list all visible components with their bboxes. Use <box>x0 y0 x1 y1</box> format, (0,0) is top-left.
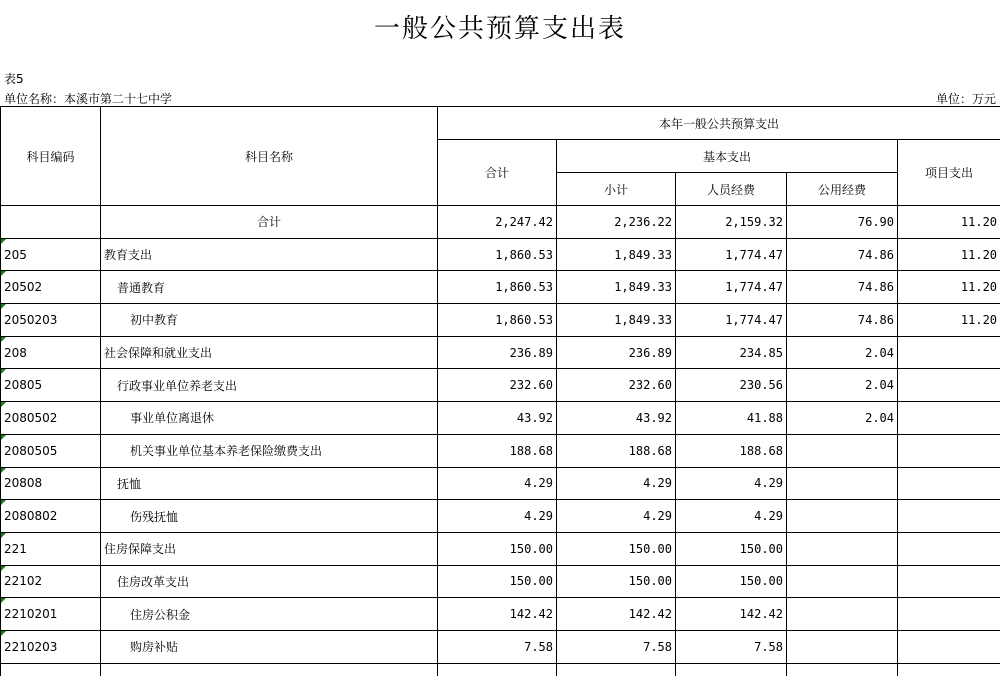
table-row <box>1 467 1000 500</box>
cell-subtotal: 4.29 <box>557 467 676 500</box>
cell-name: 伤残抚恤 <box>101 500 438 533</box>
table-row <box>1 271 1000 304</box>
budget-expenditure-table <box>0 106 1000 676</box>
table-row <box>1 336 1000 369</box>
cell-total: 142.42 <box>438 598 557 631</box>
cell-public: 2.04 <box>787 402 898 435</box>
cell-subtotal: 4.29 <box>557 500 676 533</box>
cell-empty <box>787 663 898 676</box>
cell-code: 20808 <box>1 467 101 500</box>
cell-subtotal: 1,849.33 <box>557 271 676 304</box>
cell-project <box>898 630 1000 663</box>
cell-subtotal: 150.00 <box>557 565 676 598</box>
cell-public: 74.86 <box>787 238 898 271</box>
cell-project <box>898 565 1000 598</box>
cell-code: 221 <box>1 532 101 565</box>
cell-public <box>787 565 898 598</box>
table-row-partial <box>1 663 1000 676</box>
cell-public <box>787 467 898 500</box>
cell-personnel: 2,159.32 <box>676 206 787 239</box>
table-row <box>1 532 1000 565</box>
cell-code <box>1 206 101 239</box>
cell-personnel: 230.56 <box>676 369 787 402</box>
cell-public: 74.86 <box>787 304 898 337</box>
cell-name: 事业单位离退休 <box>101 402 438 435</box>
cell-total: 43.92 <box>438 402 557 435</box>
table-row <box>1 434 1000 467</box>
header-budget-group: 本年一般公共预算支出 <box>438 107 1000 140</box>
cell-project <box>898 369 1000 402</box>
table-number-label: 表5 <box>4 72 24 86</box>
cell-public <box>787 434 898 467</box>
unit-name-label: 单位名称：本溪市第二十七中学 <box>4 92 173 106</box>
cell-personnel: 234.85 <box>676 336 787 369</box>
cell-name: 抚恤 <box>101 467 438 500</box>
cell-total: 150.00 <box>438 565 557 598</box>
cell-project <box>898 336 1000 369</box>
table-row <box>1 304 1000 337</box>
cell-code: 22102 <box>1 565 101 598</box>
cell-empty <box>898 663 1000 676</box>
cell-personnel: 142.42 <box>676 598 787 631</box>
cell-project <box>898 598 1000 631</box>
cell-empty <box>1 663 101 676</box>
cell-project: 11.20 <box>898 206 1000 239</box>
cell-code: 208 <box>1 336 101 369</box>
cell-total: 4.29 <box>438 500 557 533</box>
cell-code: 2210203 <box>1 630 101 663</box>
cell-public: 74.86 <box>787 271 898 304</box>
cell-public <box>787 500 898 533</box>
cell-public <box>787 598 898 631</box>
cell-name: 行政事业单位养老支出 <box>101 369 438 402</box>
cell-project <box>898 500 1000 533</box>
table-row <box>1 402 1000 435</box>
cell-total: 188.68 <box>438 434 557 467</box>
table-row <box>1 238 1000 271</box>
cell-public <box>787 532 898 565</box>
header-total: 合计 <box>438 140 557 206</box>
cell-personnel: 188.68 <box>676 434 787 467</box>
cell-project <box>898 434 1000 467</box>
currency-unit-label: 单位：万元 <box>935 92 996 106</box>
header-code: 科目编码 <box>1 107 101 206</box>
cell-personnel: 150.00 <box>676 565 787 598</box>
cell-personnel: 4.29 <box>676 500 787 533</box>
cell-name: 购房补贴 <box>101 630 438 663</box>
cell-project <box>898 467 1000 500</box>
header-public: 公用经费 <box>787 173 898 206</box>
header-basic: 基本支出 <box>557 140 898 173</box>
cell-code: 20805 <box>1 369 101 402</box>
cell-subtotal: 1,849.33 <box>557 238 676 271</box>
cell-empty <box>438 663 557 676</box>
table-row <box>1 369 1000 402</box>
cell-project: 11.20 <box>898 238 1000 271</box>
cell-public: 2.04 <box>787 369 898 402</box>
cell-name: 住房改革支出 <box>101 565 438 598</box>
table-row <box>1 206 1000 239</box>
cell-total: 1,860.53 <box>438 271 557 304</box>
cell-subtotal: 232.60 <box>557 369 676 402</box>
cell-total: 7.58 <box>438 630 557 663</box>
cell-code: 2210201 <box>1 598 101 631</box>
header-subtotal: 小计 <box>557 173 676 206</box>
cell-name: 合计 <box>101 206 438 239</box>
cell-total: 150.00 <box>438 532 557 565</box>
cell-personnel: 1,774.47 <box>676 271 787 304</box>
cell-code: 205 <box>1 238 101 271</box>
cell-code: 2080502 <box>1 402 101 435</box>
cell-name: 初中教育 <box>101 304 438 337</box>
cell-total: 1,860.53 <box>438 304 557 337</box>
cell-empty <box>557 663 676 676</box>
cell-project: 11.20 <box>898 271 1000 304</box>
cell-empty <box>676 663 787 676</box>
cell-total: 4.29 <box>438 467 557 500</box>
cell-name: 教育支出 <box>101 238 438 271</box>
cell-public <box>787 630 898 663</box>
table-row <box>1 500 1000 533</box>
header-name: 科目名称 <box>101 107 438 206</box>
page-title: 一般公共预算支出表 <box>373 14 626 44</box>
cell-subtotal: 150.00 <box>557 532 676 565</box>
cell-subtotal: 2,236.22 <box>557 206 676 239</box>
cell-subtotal: 1,849.33 <box>557 304 676 337</box>
cell-name: 住房保障支出 <box>101 532 438 565</box>
cell-name: 住房公积金 <box>101 598 438 631</box>
cell-subtotal: 188.68 <box>557 434 676 467</box>
cell-personnel: 4.29 <box>676 467 787 500</box>
header-personnel: 人员经费 <box>676 173 787 206</box>
cell-personnel: 7.58 <box>676 630 787 663</box>
cell-personnel: 1,774.47 <box>676 304 787 337</box>
table-row <box>1 565 1000 598</box>
cell-code: 20502 <box>1 271 101 304</box>
cell-public: 2.04 <box>787 336 898 369</box>
cell-subtotal: 236.89 <box>557 336 676 369</box>
cell-subtotal: 43.92 <box>557 402 676 435</box>
cell-personnel: 1,774.47 <box>676 238 787 271</box>
cell-project <box>898 402 1000 435</box>
cell-name: 社会保障和就业支出 <box>101 336 438 369</box>
table-row <box>1 630 1000 663</box>
cell-code: 2050203 <box>1 304 101 337</box>
cell-public: 76.90 <box>787 206 898 239</box>
header-project: 项目支出 <box>898 140 1000 206</box>
cell-total: 2,247.42 <box>438 206 557 239</box>
cell-code: 2080802 <box>1 500 101 533</box>
cell-subtotal: 142.42 <box>557 598 676 631</box>
table-row <box>1 598 1000 631</box>
table-body <box>1 206 1000 676</box>
cell-total: 236.89 <box>438 336 557 369</box>
cell-project: 11.20 <box>898 304 1000 337</box>
cell-total: 232.60 <box>438 369 557 402</box>
cell-name: 普通教育 <box>101 271 438 304</box>
cell-personnel: 150.00 <box>676 532 787 565</box>
cell-total: 1,860.53 <box>438 238 557 271</box>
cell-code: 2080505 <box>1 434 101 467</box>
cell-project <box>898 532 1000 565</box>
cell-personnel: 41.88 <box>676 402 787 435</box>
cell-subtotal: 7.58 <box>557 630 676 663</box>
cell-empty <box>101 663 438 676</box>
cell-name: 机关事业单位基本养老保险缴费支出 <box>101 434 438 467</box>
